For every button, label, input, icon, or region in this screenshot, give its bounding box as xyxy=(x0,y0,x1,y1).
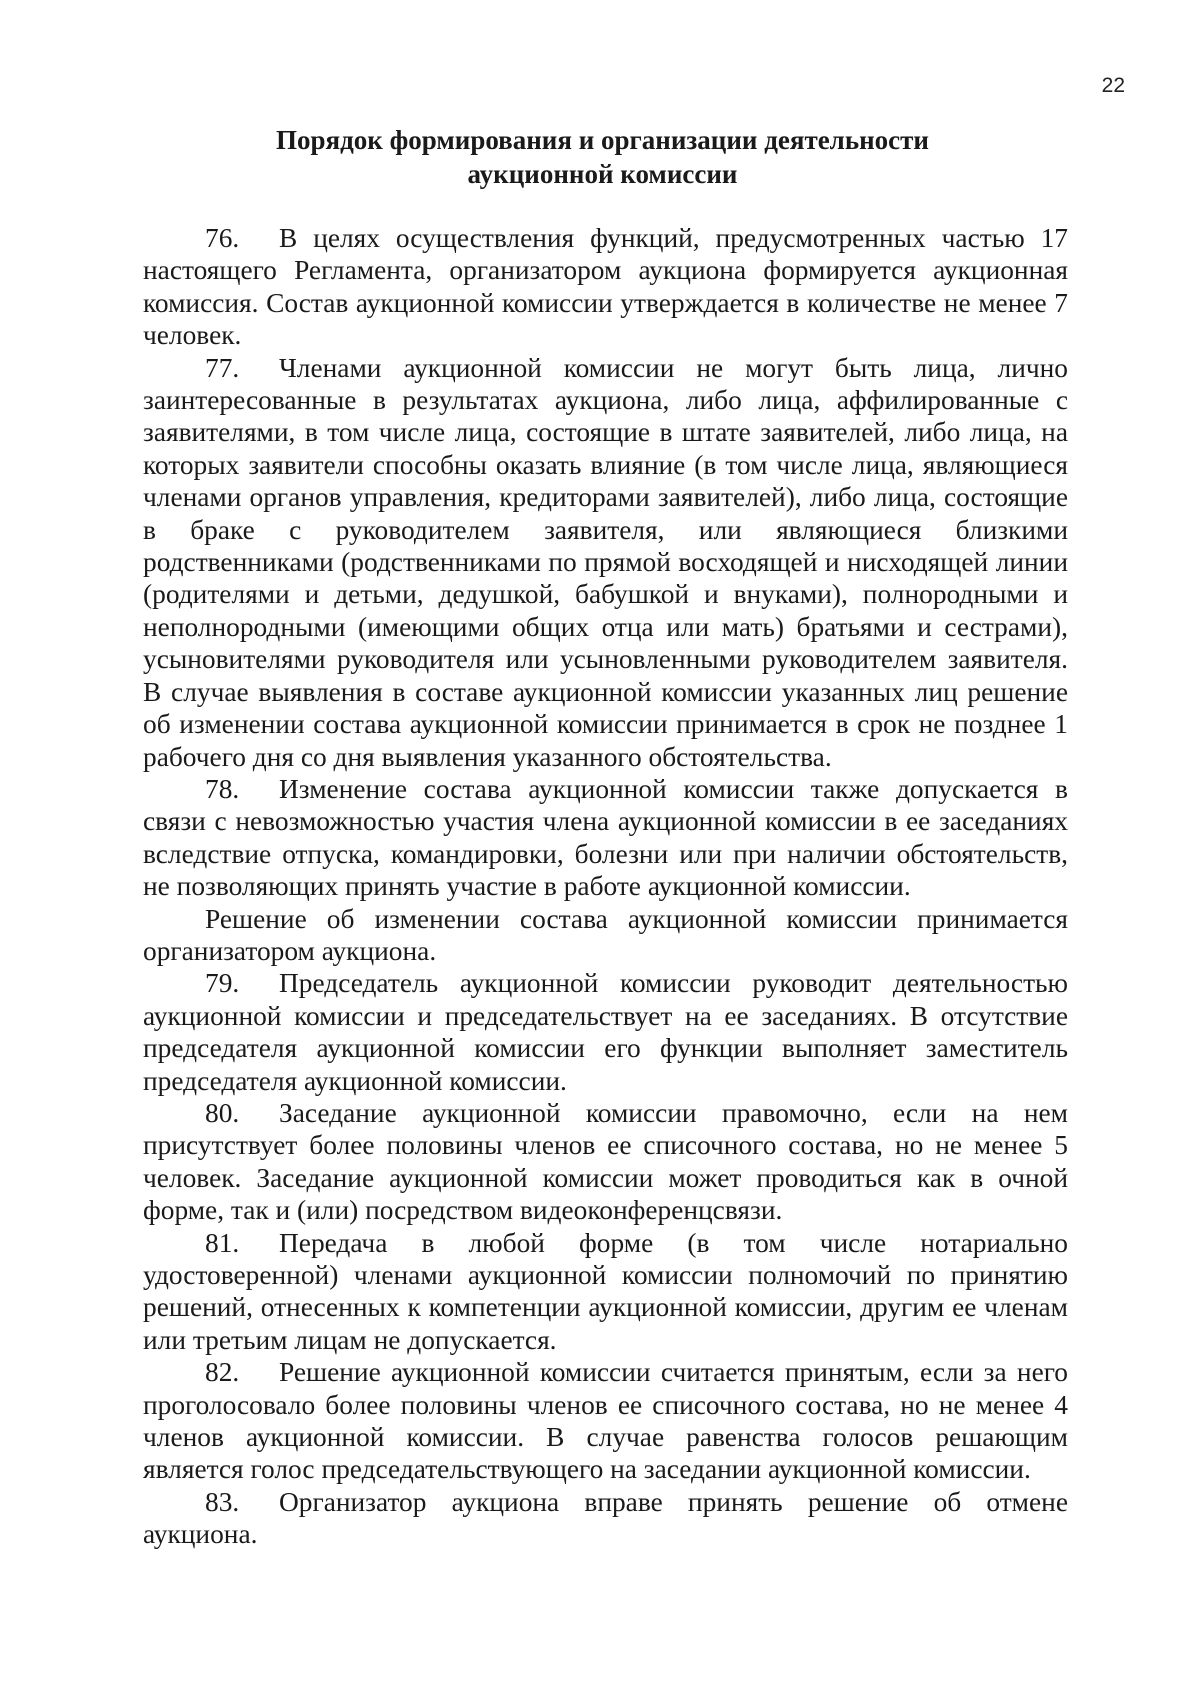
paragraph-text: Решение об изменении состава аукционной комиссии принимается организатором аукциона. xyxy=(143,903,1068,966)
paragraph-77 xyxy=(143,352,1068,773)
paragraph-number: 77. xyxy=(205,352,240,383)
page-number: 22 xyxy=(1101,74,1125,97)
paragraph-text: В целях осуществления функций, предусмотренных частью 17 настоящего Регламента, организатором аукциона формируется аукционная комиссия. Состав аукционной комиссии утверждается в количестве не менее 7 человек. xyxy=(143,223,1068,351)
paragraph-number: 83. xyxy=(205,1486,240,1517)
paragraph-text: Членами аукционной комиссии не могут быть лица, лично заинтересованные в результатах аукциона, либо лица, аффилированные с заявителями, в том числе лица, состоящие в штате заявителей, либо лица, на которых заявители способны оказать влияние (в том числе лица, являющиеся членами органов управления, кредиторами заявителей), либо лица, состоящие в браке с руководителем заявителя, или являющиеся близкими родственниками (родственниками по прямой восходящей и нисходящей линии (родителями и детьми, дедушкой, бабушкой и внуками), полнородными и неполнородными (имеющими общих отца или мать) братьями и сестрами), усыновителями руководителя или усыновленными руководителем заявителя. В случае выявления в составе аукционной комиссии указанных лиц решение об изменении состава аукционной комиссии принимается в срок не позднее 1 рабочего дня со дня выявления указанного обстоятельства. xyxy=(143,352,1068,772)
paragraph-76 xyxy=(143,222,1068,352)
section-title xyxy=(140,123,1065,191)
paragraph-83 xyxy=(143,1486,1068,1551)
paragraph-text: Передача в любой форме (в том числе нотариально удостоверенной) членами аукционной комиссии полномочий по принятию решений, отнесенных к компетенции аукционной комиссии, другим ее членам или третьим лицам не допускается. xyxy=(143,1227,1068,1355)
paragraph-81 xyxy=(143,1227,1068,1357)
paragraph-78 xyxy=(143,773,1068,903)
paragraph-number: 80. xyxy=(205,1097,240,1128)
paragraph-78-continued xyxy=(143,903,1068,968)
section-title-line-1: Порядок формирования и организации деятельности xyxy=(276,125,929,155)
paragraph-text: Изменение состава аукционной комиссии также допускается в связи с невозможностью участия члена аукционной комиссии в ее заседаниях вследствие отпуска, командировки, болезни или при наличии обстоятельств, не позволяющих принять участие в работе аукционной комиссии. xyxy=(143,773,1068,902)
paragraph-79 xyxy=(143,967,1068,1097)
paragraph-text: Организатор аукциона вправе принять решение об отмене аукциона. xyxy=(143,1486,1068,1550)
paragraph-number: 76. xyxy=(205,223,240,253)
section-title-line-2: аукционной комиссии xyxy=(467,159,738,189)
paragraph-82 xyxy=(143,1356,1068,1486)
paragraph-text: Заседание аукционной комиссии правомочно, если на нем присутствует более половины членов ее списочного состава, но не менее 5 человек. Заседание аукционной комиссии может проводиться как в очной форме, так и (или) посредством видеоконференцсвязи. xyxy=(143,1097,1068,1226)
document-body xyxy=(143,222,1068,1551)
paragraph-number: 78. xyxy=(205,773,240,804)
paragraph-number: 79. xyxy=(205,968,240,999)
paragraph-text: Председатель аукционной комиссии руководит деятельностью аукционной комиссии и председательствует на ее заседаниях. В отсутствие председателя аукционной комиссии его функции выполняет заместитель председателя аукционной комиссии. xyxy=(143,968,1068,1096)
paragraph-80 xyxy=(143,1097,1068,1227)
paragraph-text: Решение аукционной комиссии считается принятым, если за него проголосовало более половины членов ее списочного состава, но не менее 4 членов аукционной комиссии. В случае равенства голосов решающим является голос председательствующего на заседании аукционной комиссии. xyxy=(143,1357,1068,1485)
paragraph-number: 81. xyxy=(205,1227,240,1258)
paragraph-number: 82. xyxy=(205,1357,240,1388)
